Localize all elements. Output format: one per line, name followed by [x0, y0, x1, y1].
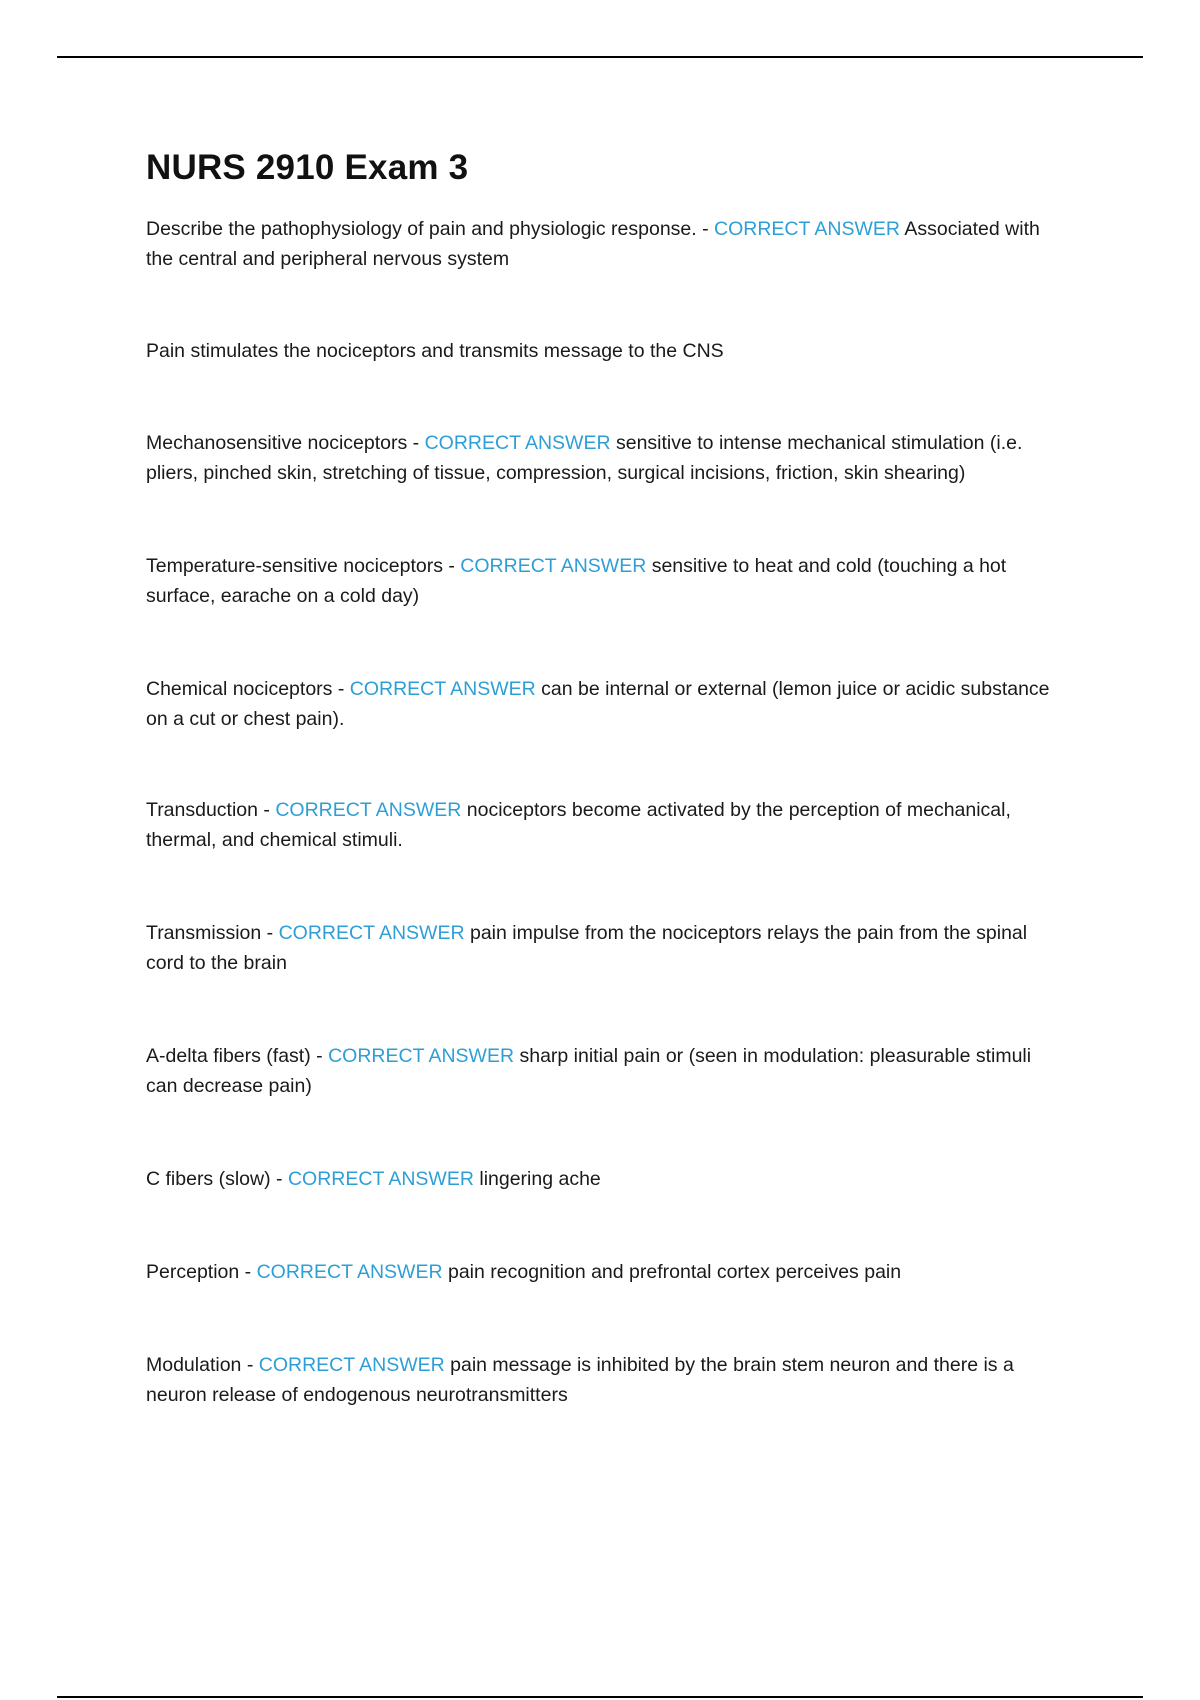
correct-answer-label: CORRECT ANSWER [278, 922, 465, 944]
qa-entry-pathophysiology [146, 214, 1066, 274]
qa-entry-c-fibers [146, 1164, 1066, 1194]
entry-definition: pain recognition and prefrontal cortex perceives pain [442, 1261, 902, 1283]
correct-answer-label: CORRECT ANSWER [328, 1045, 515, 1067]
entry-term: Transmission - [146, 922, 279, 944]
correct-answer-label: CORRECT ANSWER [424, 432, 611, 454]
entry-definition: lingering ache [473, 1168, 601, 1190]
entry-definition: sensitive to heat and cold (touching a hot surface, earache on a cold day) [146, 555, 1007, 607]
entry-definition: pain message is inhibited by the brain stem neuron and there is a neuron release of endogenous neurotransmitters [146, 1354, 1014, 1406]
entry-definition: sharp initial pain or (seen in modulation: pleasurable stimuli can decrease pain) [146, 1045, 1032, 1097]
entry-term: Transduction - [146, 799, 276, 821]
entry-definition: nociceptors become activated by the perception of mechanical, thermal, and chemical stimuli. [146, 799, 1011, 851]
page-title: NURS 2910 Exam 3 [146, 148, 469, 187]
correct-answer-label: CORRECT ANSWER [349, 678, 536, 700]
entry-definition: pain impulse from the nociceptors relays the pain from the spinal cord to the brain [146, 922, 1028, 974]
entry-definition: can be internal or external (lemon juice or acidic substance on a cut or chest pain). [146, 678, 1050, 730]
entry-definition: sensitive to intense mechanical stimulation (i.e. pliers, pinched skin, stretching of tissue, compression, surgical incisions, friction, skin shearing) [146, 432, 1023, 484]
entry-term: Mechanosensitive nociceptors - [146, 432, 425, 454]
qa-entry-temperature [146, 551, 1066, 611]
note-pain-stimulates [146, 336, 1066, 366]
entry-term: C fibers (slow) - [146, 1168, 288, 1190]
entry-text: Pain stimulates the nociceptors and transmits message to the CNS [146, 340, 724, 362]
qa-entry-transmission [146, 918, 1066, 978]
qa-entry-chemical [146, 674, 1066, 734]
qa-entry-mechanosensitive [146, 428, 1066, 488]
correct-answer-label: CORRECT ANSWER [275, 799, 462, 821]
entry-term: Modulation - [146, 1354, 259, 1376]
entry-term: A-delta fibers (fast) - [146, 1045, 329, 1067]
entry-term: Perception - [146, 1261, 257, 1283]
entry-term: Temperature-sensitive nociceptors - [146, 555, 461, 577]
correct-answer-label: CORRECT ANSWER [460, 555, 647, 577]
entry-definition: Associated with the central and peripheral nervous system [146, 218, 1040, 270]
entry-term: Chemical nociceptors - [146, 678, 350, 700]
qa-entry-modulation [146, 1350, 1066, 1410]
top-rule [57, 56, 1143, 58]
correct-answer-label: CORRECT ANSWER [256, 1261, 443, 1283]
correct-answer-label: CORRECT ANSWER [287, 1168, 474, 1190]
correct-answer-label: CORRECT ANSWER [258, 1354, 445, 1376]
correct-answer-label: CORRECT ANSWER [714, 218, 901, 240]
entry-term: Describe the pathophysiology of pain and physiologic response. - [146, 218, 715, 240]
qa-entry-transduction [146, 795, 1066, 855]
qa-entry-perception [146, 1257, 1066, 1287]
qa-entry-a-delta-fibers [146, 1041, 1066, 1101]
bottom-rule [57, 1696, 1143, 1698]
